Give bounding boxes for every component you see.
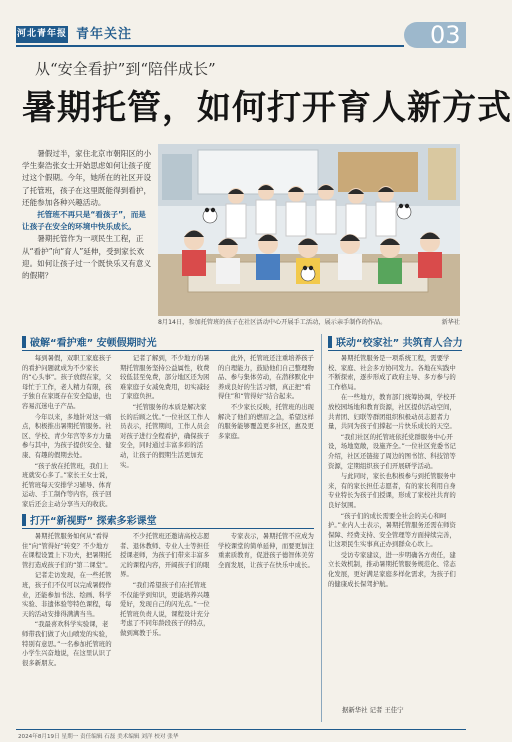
newspaper-logo: 河北青年报 [16, 26, 68, 43]
masthead [0, 0, 480, 49]
body-paragraph: 与此同时，家长也积极参与到托管服务中来，有的家长担任志愿者，有的家长利用自身专业特长为孩子们授课，形成了家校社共育的良好氛围。 [328, 472, 456, 509]
article-lead [22, 148, 152, 282]
section-name: 青年关注 [76, 27, 133, 42]
body-paragraph: 记者走访发现，在一些托管班，孩子们不仅可以完成暑假作业，还能参加书法、绘画、科学实验、非遗体验等特色课程，每天的活动安排得满满当当。 [22, 571, 112, 618]
text-column [120, 354, 212, 501]
column-divider [321, 334, 322, 722]
text-column [218, 532, 314, 722]
section-marker [22, 514, 26, 526]
photo-caption [158, 318, 460, 327]
body-paragraph: “孩子们的成长需要全社会的关心和呵护。”业内人士表示，暑期托管服务还需在师资保障、经费支持、安全管理等方面持续完善，让这项民生实事真正办到群众心坎上。 [328, 511, 456, 549]
page-footer [0, 728, 480, 742]
body-paragraph: 记者了解到，不少地方的暑期托管服务坚持公益属性，收费较低甚至免费，部分地区还为困难家庭子女减免费用，切实减轻了家庭负担。 [120, 354, 210, 401]
body-paragraph: 此外，托管班还注重培养孩子的自理能力，鼓励他们自己整理物品、参与集体劳动，在潜移默化中养成良好的生活习惯，真正把“看得住”和“管得好”结合起来。 [218, 354, 314, 401]
section-heading [22, 512, 157, 527]
article-kicker: 从“安全看护”到“陪伴成长” [35, 60, 216, 78]
section-rule [328, 350, 462, 351]
text-column [22, 532, 114, 722]
section-title: 打开“新视野” 探索多彩课堂 [30, 516, 157, 527]
section-marker [22, 336, 26, 348]
text-column [120, 532, 212, 722]
section-rule [22, 528, 314, 529]
lead-paragraph: 暑期托管作为一项民生工程，正从“看护”向“育人”延伸，受到家长欢迎。如何让孩子过一个既快乐又有意义的假期？ [22, 234, 152, 281]
body-paragraph: 暑期托管服务如何从“看得住”向“管得好”转变？不少地方在课程设置上下功夫，把暑期托管打造成孩子们的“第二课堂”。 [22, 532, 112, 569]
text-column [218, 354, 314, 501]
body-paragraph: “我们社区的托管班依托党群服务中心开设，场地宽敞，设施齐全。”一位社区党委书记介绍，社区还链接了周边的图书馆、科技馆等资源，定期组织孩子们开展研学活动。 [328, 432, 456, 470]
body-paragraph: “孩子放在托管班，我们上班就安心多了。”家长王女士说，托管班每天安排学习辅导、体育运动、手工制作等内容，孩子回家后还会主动分享当天的收获。 [22, 461, 112, 508]
author-line: 据新华社 记者 王佳宁 [342, 706, 404, 714]
page-number: 03 [430, 21, 461, 49]
body-paragraph: 暑期托管服务是一项系统工程，需要学校、家庭、社会多方协同发力。各地在实践中不断探索，逐步形成了政府主导、多方参与的工作格局。 [328, 354, 456, 391]
lead-highlight: 托管班不再只是“看孩子”，而是让孩子在安全的环境中快乐成长。 [22, 210, 146, 232]
section-heading [22, 334, 157, 349]
classroom-photo-image [158, 144, 460, 316]
text-column [328, 354, 462, 702]
masthead-rule [16, 45, 404, 47]
section-heading [328, 334, 463, 349]
body-paragraph: “托管服务的本质是解决家长的后顾之忧。”一位社区工作人员表示，托管期间，工作人员会对孩子进行全程看护，确保孩子安全，同时通过丰富多彩的活动，让孩子的假期生活更加充实。 [120, 402, 210, 469]
section-title: 破解“看护难” 安顿假期时光 [30, 338, 157, 349]
section-marker [328, 336, 332, 348]
section-title: 联动“校家社” 共筑育人合力 [336, 338, 463, 349]
body-paragraph: 专家表示，暑期托管不应成为学校课堂的简单延伸，而要更加注重素质教育，促进孩子德智体美劳全面发展，让孩子在快乐中成长。 [218, 532, 314, 569]
lead-paragraph: 暑假过半，家住北京市朝阳区的小学生秦浩张女士开始思虑如何让孩子度过这个假期。今年，她所在的社区开设了托管班，孩子在这里既能得到看护，还能参加各种兴趣活动。 [22, 149, 152, 207]
body-paragraph: 今年以来，多地针对这一痛点，积极推出暑期托管服务。社区、学校、青少年宫等多方力量参与其中，为孩子提供安全、健康、有趣的假期去处。 [22, 412, 112, 459]
body-paragraph: 每到暑假，双职工家庭孩子的看护问题就成为不少家长的“心头事”。孩子放假在家，父母忙于工作，老人精力有限，孩子独自在家既存在安全隐患，也容易沉迷电子产品。 [22, 354, 112, 410]
footer-rule [16, 729, 466, 730]
photo-caption-text: 8月14日，参加托管班的孩子在社区活动中心开展手工活动，展示亲手制作的作品。 [158, 319, 387, 326]
article-headline: 暑期托管，如何打开育人新方式 [22, 88, 512, 128]
body-paragraph: 在一些地方，教育部门统筹协调，学校开放校园场地和教育资源，社区提供活动空间，共青团、妇联等群团组织积极动员志愿者力量，共同为孩子们撑起一片快乐成长的天空。 [328, 393, 456, 431]
body-paragraph: “我最喜欢科学实验课，老师带我们做了火山喷发的实验，特别有意思。”一名参加托管班的小学生兴奋地说，在这里认识了很多新朋友。 [22, 620, 112, 667]
photo-credit: 新华社 [441, 319, 460, 326]
body-paragraph: 受访专家建议，进一步明确各方责任，建立长效机制，推动暑期托管服务规范化、常态化发展，更好满足家庭多样化需求，为孩子们的健康成长保驾护航。 [328, 550, 456, 588]
body-paragraph: 不少托管班还邀请高校志愿者、退休教师、专业人士等担任授课老师，为孩子们带来丰富多元的课程内容，开阔孩子们的眼界。 [120, 532, 210, 579]
footer-info: 2024年8月19日 星期一 责任编辑 石磊 美术编辑 刘洋 校对 张华 [18, 734, 179, 740]
section-rule [22, 350, 314, 351]
article-photo [158, 144, 460, 316]
text-column [22, 354, 114, 508]
body-paragraph: “我们希望孩子们在托管班不仅能学到知识，更能培养兴趣爱好，发现自己的闪光点。”一位托管班负责人说，课程设计充分考虑了不同年龄段孩子的特点，做到寓教于乐。 [120, 580, 210, 637]
body-paragraph: 不少家长反映，托管班的出现解决了他们的燃眉之急，希望这样的服务能够覆盖更多社区，惠及更多家庭。 [218, 402, 314, 440]
